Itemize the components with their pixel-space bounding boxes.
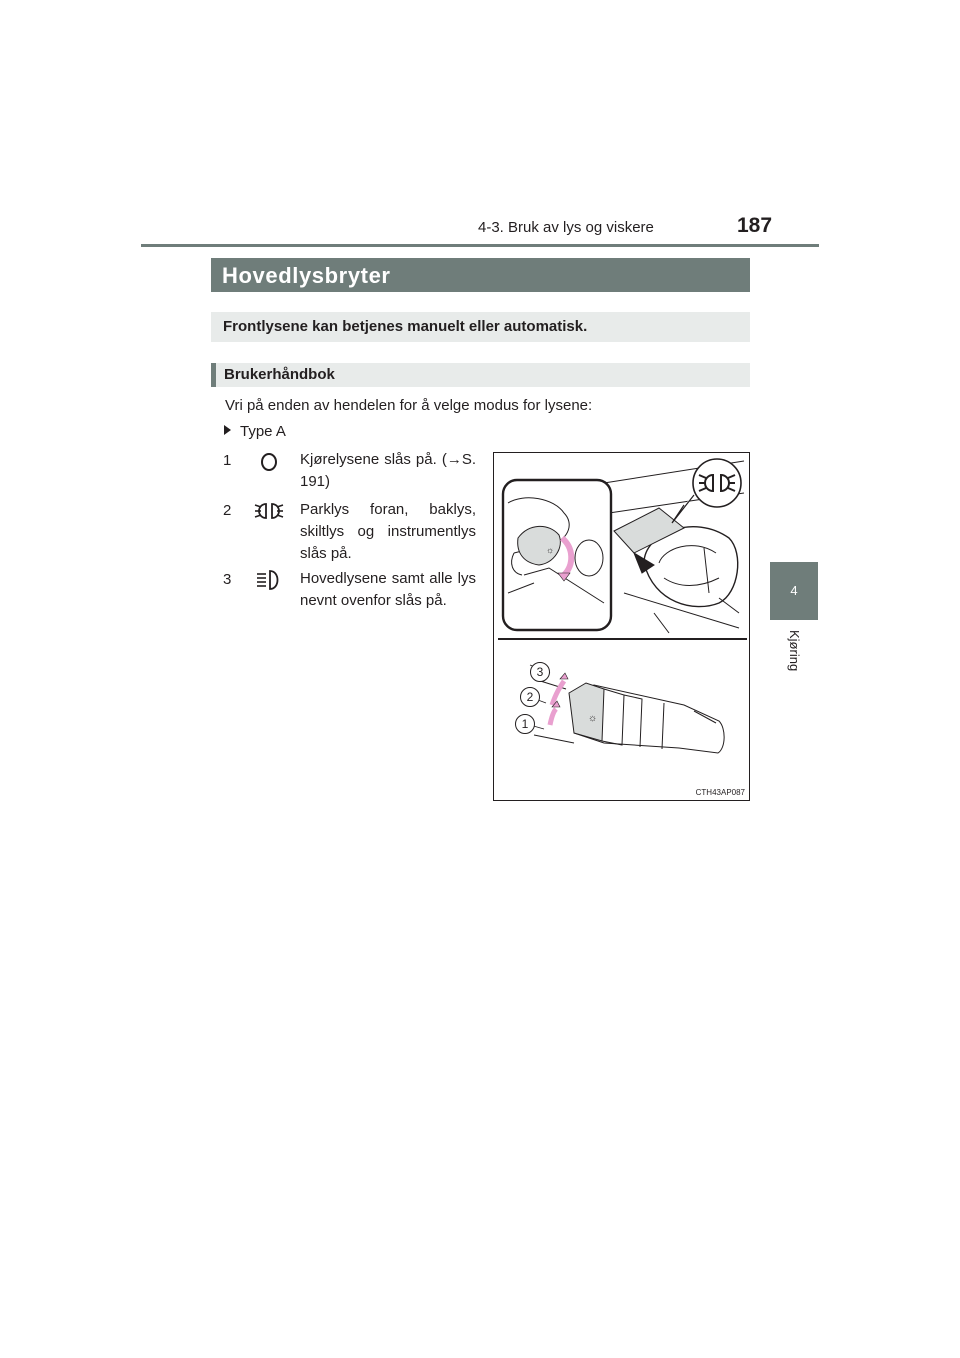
figure-callout-1: 1	[515, 714, 535, 734]
intro-box	[211, 312, 750, 342]
type-label: Type A	[240, 423, 286, 440]
svg-text:☼: ☼	[546, 545, 555, 555]
subheading	[211, 363, 750, 387]
instruction-text: Vri på enden av hendelen for å velge modus for lysene:	[225, 397, 593, 414]
page-number: 187	[737, 214, 773, 237]
header-rule	[141, 244, 819, 247]
intro-text: Frontlysene kan betjenes manuelt eller automatisk.	[223, 318, 588, 335]
figure-callout-3: 3	[530, 662, 550, 682]
item-number-1: 1	[223, 452, 232, 469]
parking-light-icon	[253, 500, 285, 522]
triangle-bullet-icon	[224, 425, 231, 435]
type-line	[224, 423, 286, 440]
item-number-2: 2	[223, 502, 232, 519]
figure-code: CTH43AP087	[695, 788, 745, 797]
running-light-icon	[256, 451, 282, 473]
illustration-drawing	[494, 453, 751, 802]
headlight-switch-illustration	[493, 452, 750, 801]
svg-text:☼: ☼	[588, 713, 598, 724]
subheading-bar	[211, 363, 216, 387]
chapter-label	[772, 630, 816, 690]
item-number-3: 3	[223, 571, 232, 588]
item-text-3: Hovedlysene samt alle lys nevnt ovenfor slås på.	[300, 570, 476, 609]
chapter-label-text: Kjøring	[787, 630, 802, 672]
chapter-tab: 4	[770, 562, 818, 620]
figure-callout-2: 2	[520, 687, 540, 707]
subheading-text: Brukerhåndbok	[224, 366, 335, 383]
item-text-1: Kjørelysene slås på. (→S. 191)	[300, 451, 476, 490]
headlight-icon	[254, 568, 284, 592]
item-text-2: Parklys foran, baklys, skiltlys og instrumentlys slås på.	[300, 501, 476, 562]
title-bar	[211, 258, 750, 292]
page-title: Hovedlysbryter	[222, 263, 391, 288]
section-header: 4-3. Bruk av lys og viskere	[478, 219, 654, 236]
